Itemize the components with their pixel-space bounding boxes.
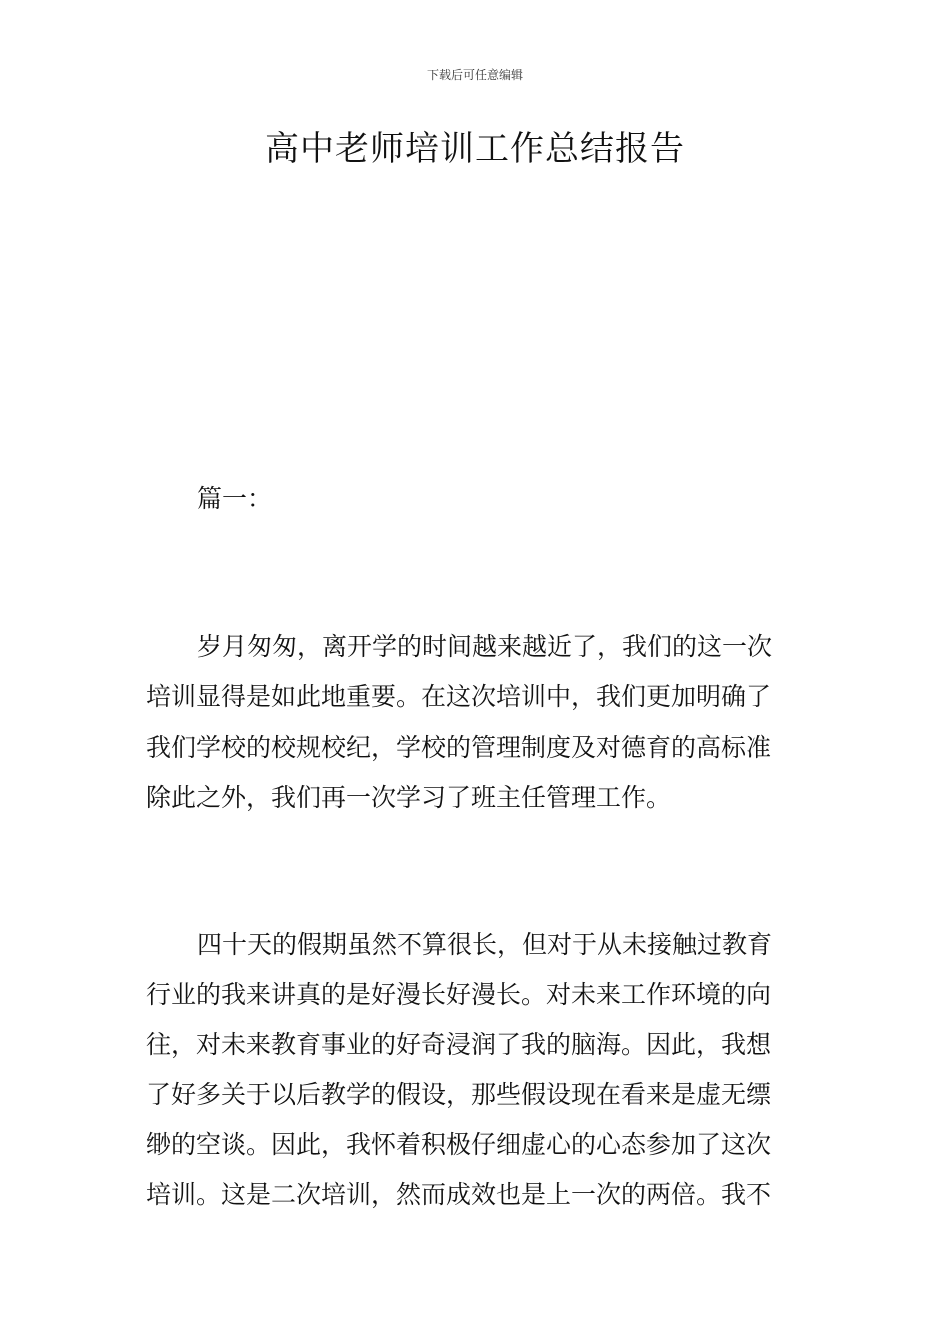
- paragraph-line: 行业的我来讲真的是好漫长好漫长。对未来工作环境的向: [146, 980, 772, 1009]
- paragraph-line: 除此之外，我们再一次学习了班主任管理工作。: [146, 783, 672, 812]
- paragraph-line: 培训。这是二次培训，然而成效也是上一次的两倍。我不: [146, 1180, 772, 1209]
- paragraph-line: 岁月匆匆，离开学的时间越来越近了，我们的这一次: [197, 632, 773, 661]
- paragraph-line: 往，对未来教育事业的好奇浸润了我的脑海。因此，我想: [146, 1030, 772, 1059]
- paragraph-line: 培训显得是如此地重要。在这次培训中，我们更加明确了: [146, 682, 772, 711]
- section-label: 篇一：: [197, 484, 273, 513]
- document-title: 高中老师培训工作总结报告: [265, 129, 685, 169]
- paragraph-line: 缈的空谈。因此，我怀着积极仔细虚心的心态参加了这次: [146, 1130, 772, 1159]
- paragraph-line: 四十天的假期虽然不算很长，但对于从未接触过教育: [197, 930, 773, 959]
- paragraph-line: 我们学校的校规校纪，学校的管理制度及对德育的高标准: [146, 733, 772, 762]
- paragraph-line: 了好多关于以后教学的假设，那些假设现在看来是虚无缥: [146, 1080, 772, 1109]
- header-note: 下载后可任意编辑: [426, 68, 523, 82]
